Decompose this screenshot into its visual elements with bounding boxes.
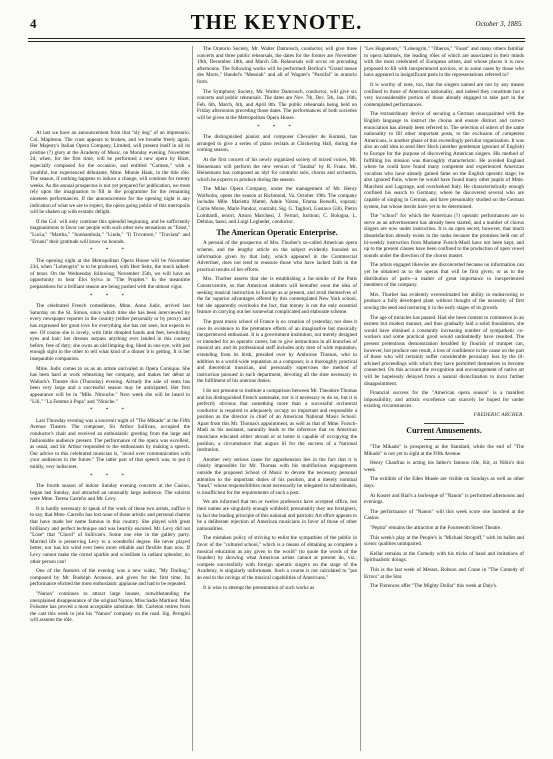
divider [424, 439, 464, 440]
masthead-rule-thin [28, 41, 525, 42]
section-separator: * * * [90, 408, 130, 414]
paragraph: The exhibits of the Eden Musée are visible on Sundays as well as other days. [364, 476, 524, 490]
column-middle [197, 46, 357, 751]
paragraph: At last we have an announcement from that "sly dog" of an impresario, Col. Mapleson. The crust appears to broken, and we breathe freely again. Her Majesty's Italian Opera Company, Limited, will present itself in all its pristine (?) glory at the Academy of Music, on Monday evening, November 2d; when, for the first time, will be performed a new opera by Bizet, especially composed for the occasion, and entitled "Carmen," with a youthful, but experienced débutante, Mme. Minnie Hauk, in the title rôle. The season, if nothing happens to induce a change, will continue for twenty weeks. As the annual prospectus is not yet prepared for publication, we must rely upon the imagination to fill in the programme for the remaining nineteen performances. If the announcement for the opening night is any indication of what we are to expect, the opera going public of this metropolis will be shaken up with ecstatic delight. [30, 130, 190, 216]
paragraph: I do not presume to institute a comparison between Mr. Theodore Thomas and his distinguished French namesake, nor is it necessary to do so, but it is perfectly obvious that something more than a successful orchestral conductor is required to adequately occupy so important and responsible a position as the director in chief of an American National Music School. Apart from this Mr. Thomas's appointment, as well as that of Mme. Fursch-Madi as his assistant, naturally leads to the inference that no American musicians educated either abroad or at home is capable of occupying the position, a circumstance that augurs ill for the success of a National Institution. [197, 387, 357, 454]
paragraph: At Koster and Bial's a burlesque of "Nanon" is performed afternoons and evenings. [364, 492, 524, 506]
paragraph: We are informed that ten or twelve professors have accepted office, but their names are singularly enough withheld; presumably they are foreigners, in fact the leading principle of this national and patriotic Art effort appears to be a deliberate rejection of American musicians in favor of those of other nationalities. [197, 499, 357, 532]
section-separator: * * * [90, 473, 130, 479]
paragraph: At the first concert of his newly organized society of mixed voices, Mr. Heinemann will perform the new version of "Saraba" by R. Franz. Mr. Heinemann has composed an idyl for contralto solo, chorus and orchestra, which he expects to produce during the season. [197, 156, 357, 183]
paragraph: The age of miracles has passed. Had she been content to commence in an earnest but modest manner, and thus gradually laid a solid foundation, she would have obtained a constantly increasing number of sympathetic co-workers and some practical good would undoubtedly have resulted. The present pretentious demonstration heralded by flourish of trumpet can, however, but produce one result, a loss of confidence in the cause on the part of those who will certainly suffer considerable pecuniary loss by the ill-advised proceedings with which they have permitted themselves to become connected. On this account the recognition and encouragement of native art will be hopelessly delayed from a natural disinclination to incur further disappointment. [364, 314, 524, 387]
paragraph: Mme. Judic comes to us as an artiste unrivaled in Opera Comique. She has been hard at work rehearsing her company, and makes her début at Wallack's Theatre this (Thursday) evening. Already the sale of seats has been very large and a successful season may be anticipated. Her first appearance will be in "Mlle. Nitouche." Next week she will be heard in "Lili," "La Femme à Papa" and "Niniche." [30, 365, 190, 405]
column-left [30, 46, 190, 751]
paragraph: It is wise to attempt the presentation of such works as [203, 584, 315, 591]
author-signature: FREDERIC ARCHER. [473, 412, 524, 418]
paragraph: Mrs. Thurber has evidently overestimated her ability in endeavoring to produce a fully developed plant without thought of the necessity of first sowing the seed and nurturing it in the early stages of its growth. [364, 291, 524, 311]
masthead-title: THE KEYNOTE. [190, 10, 363, 34]
paragraph: "Nanon" continues to attract large houses, notwithstanding the unexplained disappearance of the original Nanon, Miss Sadie Martinot. Miss Folsome has proved a most acceptable substitute. Mr. Carleton retires from the cast this week to join his "Nanon" company on the road. Sig. Perugini will assume the rôle. [30, 591, 190, 624]
paragraph: The artists engaged likewise are disconcerted because no information can yet be obtained as to the operas that will be first given, or as to the distribution of parts—a matter of great importance to inexperienced members of the company. [364, 262, 524, 289]
paragraph: This week's play at the People's is "Michael Strogoff," with its ballet and scenic qualities unimpaired. [364, 534, 524, 548]
paragraph: One of the features of the evening was a new waltz, "My Darling," composed by Mr. Rudolph Aronson, and given for the first time. Its performance elicited the most enthusiastic applause and had to be repeated. [30, 568, 190, 588]
paragraph: Kellar remains at the Comedy with his tricks of hand and imitations of Spiritualistic doings. [364, 550, 524, 564]
paragraph: It is hardly necessary to speak of the work of these two artists, suffice it to say, that Mme. Carreño has lost none of those artistic and personal charms that have made her name famous in this country. She played with great brilliancy and perfect technique and was heartily encored. Mr. Levy did not "Lose" that "Chord" of Sullivan's. Some one else in the gallery party. Married life is preserving Levy to a wonderful degree. He never played better, nor has his wind ever been more reliable and flexible than now. If Levy cannot make the cornet sparkle and scintillate in radiant splendor, no other person can! [30, 505, 190, 565]
paragraph: The fourth season of indoor Sunday evening concerts at the Casino, began last Sunday, and attracted an unusually large audience. The soloists were Mme. Teresa Carreño and Mr. Levy. [30, 483, 190, 503]
section-separator: * * * [90, 293, 130, 299]
paragraph: The Oratorio Society, Mr. Walter Damrosch, conductor, will give three concerts and three public rehearsals, the dates for the former are November 19th, December 18th, and March 5th. Rehearsals will occur on preceding afternoons. The following works will be performed: Berlioz's "Grand messe des Morts," Handel's "Messiah" and all of Wagner's "Parsifal" in oratorio form. [197, 46, 357, 85]
divider [424, 423, 464, 424]
column-divider [360, 46, 361, 751]
paragraph: Last Thursday evening was a souvenir night of "The Mikado" at the Fifth Avenue Theatre. The composer, Sir Arthur Sullivan, occupied the conductor's chair and received an enthusiastic greeting from the large and fashionable audience present. The performance of the opera was excellent, as usual, and Sir Arthur responded to the enthusiasm by making a speech. Our advice to this celebrated musician is, "avoid over communication with your audiences in the future." The latter part of that speech was, to put it mildly, very indiscreet. [30, 417, 190, 470]
paragraph: The Symphony Society, Mr. Walter Damrosch, conductor, will give six concerts and public rehearsals. The dates are Nov. 7th, Dec. 5th, Jan. 16th, Feb. 6th, March, 6th, and April 8th. The public rehearsals being held on Friday afternoons preceding those dates. The performances of both societies will be given at the Metropolitan Opera House. [197, 88, 357, 121]
paragraph: The mistaken policy of striving to enlist the sympathies of the public in favor of the "cultured school," which is a means of obtaining as complete a musical education as any given in the world" (to quote the words of the founder) by showing what American artists cannot at present do, viz.: compete successfully with foreign operatic singers on the stage of the Academy, is singularly unfortunate. Such a course is not calculated to "put an end to the ravings of the musical capabilities of Americans." [197, 535, 357, 581]
paragraph: A perusal of the prospectus of Mrs. Thurber's so-called American opera scheme, and the lengthy article on the subject evidently founded on information given by that lady, which appeared in the Commercial Advertiser, does not tend to reassure those who have lacked faith in the practical results of her efforts. [197, 240, 357, 273]
paragraph: The Milan Opera Company, under the management of Mr. Henry Wolfsohn, opens the season at Richmond, Va. October 19th. The company includes Mlle. Marietta Mattel, Adele Varani, Emma Borselli, soprani; Carrie Morse, Marie Pandoz, contralti; Sig. G. Tagliori, Gustavo Gilli, Pietro Lombardi, tenori; Arturo Marchesi, J. Ferrari, baritoni; C. Bologna, L. Delmas, bassi; and Luigi Logheder, conductor. [197, 186, 357, 226]
paragraph: It is worthy of note, too, that the singers named are not by any means confined to those of American nationality, and indeed they constitute but a very inconsiderable portion of those already engaged to take part in the contemplated performances. [364, 81, 524, 108]
paragraph: The extraordinary device of securing a German unacquainted with the English language to instruct the chorus and ensure distinct and correct enunciation has already been referred to. The selection of others of the same nationality to fill other important posts, to the exclusion of competent Americans, is another phase of this exceedingly peculiar organization. It was also an odd idea to send Herr Hoch (another gentleman ignorant of English) to Europe for the purpose of discovering American singers. His method of fulfilling his mission was thoroughly characteristic. He avoided England where he could have found many competent and experienced American vocalists who have already gained fame on the English operatic stage; he also ignored Paris, where he would have found many other pupils of Mme. Marchesi and Lagrange, and overlooked Italy. He characteristically enough confined his search to Germany, where he discovered several who are capable of singing in German, and have presumably studied on the German system, but whose merits have yet to be determined. [364, 111, 524, 210]
paragraph: The great music school of France is no creation of yesterday, nor does it owe its existence to the premature efforts of an imaginative but musically inexperienced enthusiast. It is a government institution, not merely designed or intended for an operatic career, but to give instructions in all branches of musical art, and its professional staff includes only men of wide reputation, extending from its birth, presided over by Ambroise Thomas, who in addition to a world-wide reputation as a composer, is a thoroughly practical and theoretical musician, and personally supervises the method of instruction pursued in each department, devoting all the time necessary to the fulfilment of his onerous duties. [197, 318, 357, 385]
paragraph: If the Col. will only continue this splendid beginning, and be sufficiently magnanimous to favor our people with such other new sensations as "Faust," "Lucia," "Martha," "Sonnambula," "Linda," "Il Trovatore," "Traviata" and "Ernani" their gratitude will know no bounds. [30, 218, 190, 245]
section-separator: * * * [90, 248, 130, 254]
paragraph: Financial success for the "American opera season" is a manifest impossibility, and artistic excellence can scarcely be hoped for under existing circumstances. [364, 390, 524, 410]
paragraph: The celebrated French comedienne, Mme. Anna Judic, arrived last Saturday on the St. Simon, since which time she has been interviewed by every newspaper reporter in the country (either personally or by proxy) and has expressed her great love for everything she has not seen, but expects to see. Of course she is lovely, with little dimpled hands and feet, bewitching eyes and hair; her dresses surpass anything ever landed in this country before, free of duty; she owns an old limping dog, liked in one eye, with just enough sight in the other to tell what kind of a dinner it is getting. It is her inseparable companion. [30, 303, 190, 362]
paragraph: "The Mikado" is prospering at the Standard, while the end of "The Mikado" is not yet in sight at the Fifth Avenue. [364, 444, 524, 457]
masthead-rule [28, 38, 525, 39]
issue-date: October 3, 1885. [475, 20, 523, 28]
section-separator: * * * [257, 124, 297, 130]
paragraph: The distinguished pianist and composer Chevalier de Kontski, has arranged to give a series of piano recitals at Chickering Hall, during the coming season. [197, 134, 357, 154]
paragraph: Mrs. Thurber asserts that she is establishing a fac-simile of the Paris Conservatoire, so that American students will hereafter soon the idea of seeking musical instruction in Europe as at present, and avail themselves of the far superior advantages offered by this contemplated New York school, but she apparently overlooks the fact, that money is not the only essential feature in carrying out her somewhat complicated and elaborate scheme. [197, 276, 357, 316]
section-heading: Current Amusements. [406, 426, 482, 436]
paragraph: The opening night at the Metropolitan Opera House will be November 23d, when "Lohengrin" is to be produced, with Herr Seitz, the much talked-of tenor. On the Wednesday following, November 25th, we will have an opportunity to hear Eloi Sylva in "The Prophet." In the meantime preparations for a brilliant season are being pushed with the utmost vigor. [30, 257, 190, 291]
illustration-space [30, 46, 190, 130]
paragraph: "Pepita" remains the attraction at the Fourteenth Street Theatre. [370, 525, 502, 531]
column-right [364, 46, 524, 751]
paragraph: The performance of "Nanon" will this week score one hundred at the Casino. [364, 508, 524, 522]
paragraph: Henry Chanfrau is acting his father's famous rôle, Kit, at Niblo's this week. [364, 460, 524, 473]
article-heading: The American Operatic Enterprise. [216, 227, 338, 237]
paragraph: Another very serious cause for apprehension lies in the fact that it is clearly impossible for Mr. Thomas with his multifarious engagements outside the proposed School of Music to devote the necessary personal attention to the important duties of his position, and a merely nominal "head," whose responsibilities must necessarily be relegated to subordinates, is insufficient for the requirements of such a post. [197, 456, 357, 496]
paragraph: The "school" for which the American (?) operatic performances are to serve as an advertisement has already been started, and a number of chorus singers are now under instruction. It is an open secret, however, that much dissatisfaction already exists in the ranks because the promises held out of bi-weekly instruction from Madame Fursch-Madi have not been kept, and up to the present classes have been confined to the production of open vowel sounds under the direction of the chorus master. [364, 213, 524, 259]
paragraph: This is the last week of Messrs. Robson and Crane in "The Comedy of Errors" at the Star. [364, 566, 524, 580]
paragraph: The Florences offer "The Mighty Dollar" this week at Daly's. [370, 583, 498, 590]
paragraph: "Les Huguenots," "Lohengrin," "Oberon," "Faust" and many others familiar to opera habitués, the leading rôles of which are associated in their minds with the most celebrated of European artists, and whose places it is now proposed to fill with inexperienced novices, or in some cases by those who have appeared in insignificant parts in the representations referred to? [364, 46, 524, 79]
page-number: 4 [30, 16, 37, 31]
column-divider [192, 46, 193, 751]
